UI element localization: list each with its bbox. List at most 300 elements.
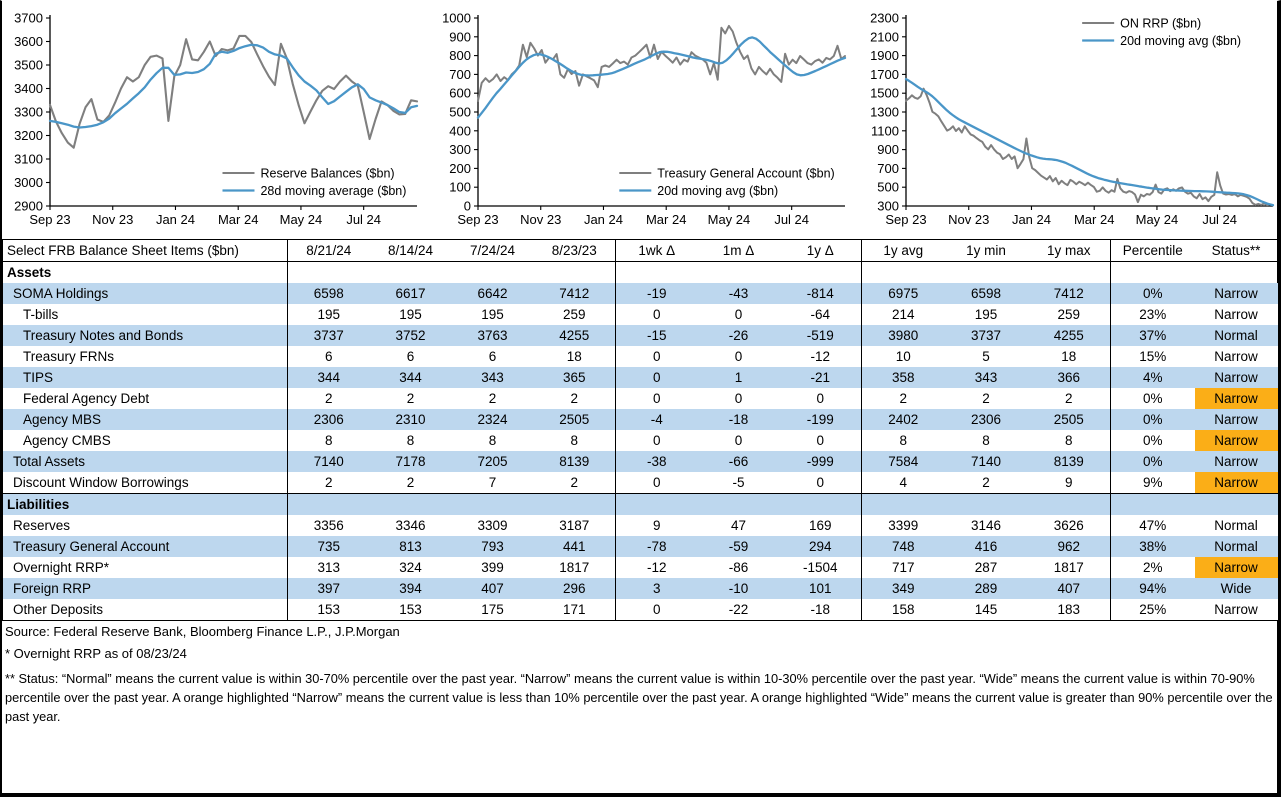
value-cell: 1 xyxy=(698,367,780,388)
y-tick-label: 3200 xyxy=(14,128,43,143)
value-cell: -199 xyxy=(780,409,862,430)
value-cell: 3752 xyxy=(370,325,452,346)
table-row xyxy=(3,472,1278,494)
value-cell: 441 xyxy=(534,536,616,557)
table-row xyxy=(3,283,1278,304)
value-cell: 407 xyxy=(452,578,534,599)
row-label: Agency CMBS xyxy=(23,433,111,448)
row-label: Reserves xyxy=(13,518,71,533)
x-tick-label: Sep 23 xyxy=(29,212,71,227)
value-cell: 748 xyxy=(862,536,945,557)
percentile-cell: 47% xyxy=(1111,515,1195,536)
value-cell xyxy=(1028,262,1111,284)
value-cell: 7178 xyxy=(370,451,452,472)
value-cell xyxy=(370,262,452,284)
value-cell: 3309 xyxy=(477,518,508,533)
value-cell: -12 xyxy=(616,557,698,578)
value-cell: 344 xyxy=(288,367,370,388)
value-cell: 0 xyxy=(734,433,743,448)
status-cell: Normal xyxy=(1195,536,1278,557)
value-cell: 2310 xyxy=(370,409,452,430)
y-tick-label: 1500 xyxy=(870,85,899,101)
table-row xyxy=(3,515,1278,536)
value-cell: 6 xyxy=(488,349,497,364)
value-cell: 358 xyxy=(862,367,945,388)
source-note: Source: Federal Reserve Bank, Bloomberg Finance L.P., J.P.Morgan xyxy=(5,624,400,639)
value-cell: 2 xyxy=(570,391,578,406)
value-cell: 2505 xyxy=(1028,409,1111,430)
value-cell: 153 xyxy=(288,599,370,621)
percentile-cell: 0% xyxy=(1111,451,1195,472)
value-cell: 0 xyxy=(616,388,698,409)
status-cell: Wide xyxy=(1195,578,1278,599)
y-tick-label: 1000 xyxy=(442,10,471,26)
value-cell: 4255 xyxy=(1028,325,1111,346)
value-cell: 3346 xyxy=(395,518,426,533)
value-cell: 3399 xyxy=(862,515,945,536)
y-tick-label: 3500 xyxy=(14,57,43,73)
x-tick-label: Mar 24 xyxy=(645,212,687,227)
value-cell: 6 xyxy=(406,349,415,364)
status-cell: Narrow xyxy=(1195,346,1278,367)
y-tick-label: 200 xyxy=(449,160,471,176)
value-cell: 169 xyxy=(808,518,832,533)
value-cell: 4255 xyxy=(534,325,616,346)
value-cell: 2 xyxy=(406,391,415,406)
value-cell: -66 xyxy=(698,451,780,472)
y-tick-label: 100 xyxy=(449,179,471,195)
value-cell: -19 xyxy=(616,283,698,304)
chart-reserve-balances-svg xyxy=(4,5,424,236)
value-cell: -64 xyxy=(810,307,830,322)
value-cell: 101 xyxy=(780,578,862,599)
value-cell: 717 xyxy=(862,557,945,578)
value-cell: 8 xyxy=(406,433,415,448)
value-cell: 3146 xyxy=(970,518,1002,533)
status-cell xyxy=(1195,262,1278,284)
y-tick-label: 400 xyxy=(449,123,471,139)
value-cell: 0 xyxy=(616,472,698,494)
value-cell: 0 xyxy=(734,349,743,364)
value-cell: 313 xyxy=(288,557,370,578)
value-cell xyxy=(698,494,780,516)
value-cell: 6 xyxy=(288,346,370,367)
value-cell: 18 xyxy=(566,349,582,364)
value-cell: 416 xyxy=(945,536,1028,557)
value-cell: -38 xyxy=(616,451,698,472)
value-cell: -4 xyxy=(616,409,698,430)
value-cell: 3356 xyxy=(288,515,370,536)
header-cell: 7/24/24 xyxy=(452,240,534,262)
header-cell: 1y min xyxy=(945,240,1028,262)
table-row xyxy=(3,599,1278,621)
y-tick-label: 3400 xyxy=(14,81,43,96)
x-tick-label: Jul 24 xyxy=(1202,212,1238,227)
legend-label: 20d moving avg ($bn) xyxy=(1120,34,1242,48)
value-cell: 195 xyxy=(288,304,370,325)
value-cell: 349 xyxy=(862,578,945,599)
value-cell xyxy=(288,494,370,516)
balance-sheet-table xyxy=(2,239,1278,621)
value-cell: 0 xyxy=(816,391,824,406)
x-tick-label: Nov 23 xyxy=(520,212,562,227)
value-cell: 7140 xyxy=(288,451,370,472)
x-tick-label: Nov 23 xyxy=(948,212,990,227)
header-cell: Select FRB Balance Sheet Items ($bn) xyxy=(3,240,288,262)
value-cell: -999 xyxy=(780,451,862,472)
value-cell xyxy=(452,262,534,284)
value-cell xyxy=(452,494,534,516)
value-cell: 6975 xyxy=(862,283,945,304)
header-cell: Status** xyxy=(1195,240,1278,262)
value-cell: 8 xyxy=(288,430,370,451)
status-cell: Narrow xyxy=(1195,367,1278,388)
value-cell: 1817 xyxy=(559,560,590,575)
table-row xyxy=(3,451,1278,472)
x-tick-label: Jul 24 xyxy=(346,212,382,227)
y-tick-label: 3600 xyxy=(14,34,43,49)
value-cell: 4 xyxy=(862,472,945,494)
value-cell: 2 xyxy=(570,475,578,490)
row-label: Discount Window Borrowings xyxy=(13,475,189,490)
value-cell: 289 xyxy=(945,578,1028,599)
value-cell xyxy=(616,494,698,516)
value-cell: 365 xyxy=(534,367,616,388)
status-cell: Narrow xyxy=(1195,430,1278,451)
percentile-cell: 2% xyxy=(1111,557,1195,578)
series-line-0 xyxy=(906,89,1273,206)
x-tick-label: May 24 xyxy=(1135,212,1179,227)
table-row xyxy=(3,557,1278,578)
header-cell: 1y avg xyxy=(862,240,945,262)
value-cell: 171 xyxy=(562,602,586,617)
percentile-cell: 0% xyxy=(1111,409,1195,430)
y-tick-label: 900 xyxy=(877,142,899,158)
value-cell: 18 xyxy=(1061,349,1077,364)
row-label: Federal Agency Debt xyxy=(23,391,150,406)
value-cell: 2 xyxy=(862,388,945,409)
value-cell: -814 xyxy=(780,283,862,304)
table-row xyxy=(3,325,1278,346)
y-tick-label: 0 xyxy=(463,198,471,214)
y-tick-label: 3700 xyxy=(14,10,43,26)
row-label: Overnight RRP* xyxy=(13,560,110,575)
value-cell: 0 xyxy=(816,433,824,448)
chart-reserve-balances xyxy=(4,5,424,236)
value-cell: -18 xyxy=(810,602,830,617)
header-cell: 8/23/23 xyxy=(534,240,616,262)
value-cell: 259 xyxy=(562,307,586,322)
status-cell: Normal xyxy=(1195,515,1278,536)
status-cell: Normal xyxy=(1195,325,1278,346)
value-cell: 195 xyxy=(399,307,422,322)
legend-label: Reserve Balances ($bn) xyxy=(260,166,395,181)
chart-treasury-general-account xyxy=(432,5,852,236)
value-cell: 2306 xyxy=(945,409,1028,430)
value-cell: 6617 xyxy=(370,283,452,304)
x-tick-label: Sep 23 xyxy=(885,212,927,227)
section-row xyxy=(3,494,1278,516)
value-cell: 344 xyxy=(370,367,452,388)
percentile-cell: 9% xyxy=(1111,472,1195,494)
value-cell: 195 xyxy=(481,307,504,322)
row-label: Agency MBS xyxy=(3,409,288,430)
percentile-cell: 4% xyxy=(1111,367,1195,388)
value-cell: 343 xyxy=(945,367,1028,388)
value-cell: 0 xyxy=(734,391,743,406)
value-cell: 2402 xyxy=(862,409,945,430)
value-cell: 7412 xyxy=(534,283,616,304)
value-cell: 0 xyxy=(616,367,698,388)
value-cell: 2324 xyxy=(452,409,534,430)
percentile-cell: 0% xyxy=(1111,430,1195,451)
value-cell xyxy=(780,494,862,516)
value-cell: 296 xyxy=(534,578,616,599)
value-cell: 6642 xyxy=(452,283,534,304)
status-cell: Narrow xyxy=(1195,388,1278,409)
value-cell: 397 xyxy=(288,578,370,599)
value-cell: -26 xyxy=(698,325,780,346)
y-tick-label: 1900 xyxy=(870,48,899,64)
value-cell: 1817 xyxy=(1053,560,1084,575)
x-tick-label: Sep 23 xyxy=(457,212,499,227)
y-tick-label: 700 xyxy=(877,160,899,176)
value-cell: 3187 xyxy=(559,518,590,533)
value-cell xyxy=(288,262,370,284)
value-cell xyxy=(945,262,1028,284)
value-cell: 3737 xyxy=(288,325,370,346)
charts-row xyxy=(2,1,1277,236)
value-cell: 343 xyxy=(452,367,534,388)
value-cell: 962 xyxy=(1028,536,1111,557)
value-cell: 0 xyxy=(616,599,698,621)
legend-label: 20d moving avg ($bn) xyxy=(657,184,779,198)
value-cell: -78 xyxy=(616,536,698,557)
table-row xyxy=(3,388,1278,409)
value-cell: 8 xyxy=(982,433,990,448)
value-cell: 195 xyxy=(974,307,998,322)
value-cell: 7412 xyxy=(1028,283,1111,304)
value-cell xyxy=(1028,494,1111,516)
y-tick-label: 500 xyxy=(449,104,471,120)
percentile-cell: 94% xyxy=(1111,578,1195,599)
y-tick-label: 800 xyxy=(449,48,471,64)
chart-on-rrp-svg xyxy=(860,5,1280,236)
value-cell: 47 xyxy=(730,518,747,533)
value-cell: 0 xyxy=(616,430,698,451)
value-cell: 2 xyxy=(982,475,990,490)
y-tick-label: 3100 xyxy=(14,151,43,167)
value-cell: 0 xyxy=(816,475,824,490)
footnotes xyxy=(2,621,1277,727)
y-tick-label: 1100 xyxy=(871,123,899,139)
value-cell: 3626 xyxy=(1053,518,1084,533)
y-tick-label: 500 xyxy=(877,179,899,195)
value-cell: 394 xyxy=(370,578,452,599)
value-cell: -22 xyxy=(728,602,749,617)
y-tick-label: 600 xyxy=(449,85,471,101)
value-cell: -5 xyxy=(732,475,745,490)
value-cell xyxy=(534,262,616,284)
legend-label: 28d moving average ($bn) xyxy=(260,184,407,198)
row-label: Other Deposits xyxy=(13,602,104,617)
x-tick-label: Nov 23 xyxy=(92,212,134,227)
value-cell: 9 xyxy=(616,515,698,536)
percentile-cell: 0% xyxy=(1111,283,1195,304)
value-cell: 813 xyxy=(370,536,452,557)
value-cell xyxy=(780,262,862,284)
series-line-1 xyxy=(906,79,1273,205)
series-line-1 xyxy=(50,45,417,128)
table-head xyxy=(3,240,1278,262)
value-cell: 8139 xyxy=(1028,451,1111,472)
value-cell: 3 xyxy=(616,578,698,599)
x-tick-label: May 24 xyxy=(279,212,323,227)
y-tick-label: 300 xyxy=(449,142,471,158)
series-line-0 xyxy=(50,36,417,148)
table-row xyxy=(3,409,1278,430)
row-label: Treasury Notes and Bonds xyxy=(3,325,288,346)
value-cell: 2 xyxy=(406,475,415,490)
value-cell: 183 xyxy=(1057,602,1081,617)
value-cell: 7205 xyxy=(452,451,534,472)
header-cell: 8/14/24 xyxy=(370,240,452,262)
table-row xyxy=(3,346,1278,367)
value-cell xyxy=(534,494,616,516)
value-cell: 8 xyxy=(862,430,945,451)
value-cell: 214 xyxy=(862,304,945,325)
value-cell: 793 xyxy=(452,536,534,557)
value-cell: 399 xyxy=(481,560,504,575)
value-cell: 324 xyxy=(399,560,422,575)
row-label: TIPS xyxy=(3,367,288,388)
value-cell: 145 xyxy=(974,602,998,617)
value-cell: 158 xyxy=(862,599,945,621)
y-tick-label: 3300 xyxy=(14,104,43,120)
y-tick-label: 300 xyxy=(877,198,899,214)
value-cell: 294 xyxy=(780,536,862,557)
value-cell: -21 xyxy=(780,367,862,388)
series-line-0 xyxy=(478,26,845,101)
value-cell: 2 xyxy=(488,391,497,406)
value-cell: 0 xyxy=(734,307,743,322)
value-cell: 8 xyxy=(570,433,578,448)
value-cell xyxy=(945,494,1028,516)
value-cell: 8139 xyxy=(534,451,616,472)
value-cell: 10 xyxy=(862,346,945,367)
row-label: Total Assets xyxy=(3,451,288,472)
chart-on-rrp xyxy=(860,5,1280,236)
row-label: Treasury FRNs xyxy=(23,349,115,364)
value-cell: -15 xyxy=(616,325,698,346)
value-cell xyxy=(862,494,945,516)
value-cell: -18 xyxy=(698,409,780,430)
x-tick-label: May 24 xyxy=(707,212,751,227)
row-label: Assets xyxy=(7,265,52,280)
value-cell: 5 xyxy=(982,349,990,364)
percentile-cell: 23% xyxy=(1111,304,1195,325)
x-tick-label: Jul 24 xyxy=(774,212,810,227)
status-cell: Narrow xyxy=(1195,283,1278,304)
value-cell: -43 xyxy=(698,283,780,304)
value-cell: 287 xyxy=(974,560,998,575)
value-cell xyxy=(370,494,452,516)
header-cell: 8/21/24 xyxy=(288,240,370,262)
value-cell: 8 xyxy=(1064,433,1073,448)
x-tick-label: Jan 24 xyxy=(1011,212,1051,227)
value-cell: -12 xyxy=(810,349,830,364)
value-cell: 735 xyxy=(288,536,370,557)
status-cell: Narrow xyxy=(1195,304,1278,325)
value-cell: 2 xyxy=(288,388,370,409)
status-cell: Narrow xyxy=(1195,451,1278,472)
value-cell: 9 xyxy=(1064,475,1073,490)
status-cell xyxy=(1195,494,1278,516)
row-label: SOMA Holdings xyxy=(3,283,288,304)
y-tick-label: 2300 xyxy=(870,10,899,26)
overnight-rrp-note: * Overnight RRP as of 08/23/24 xyxy=(5,646,187,661)
row-label: Foreign RRP xyxy=(3,578,288,599)
y-tick-label: 900 xyxy=(449,29,471,45)
value-cell: 3980 xyxy=(862,325,945,346)
value-cell: 7584 xyxy=(862,451,945,472)
value-cell: 0 xyxy=(616,304,698,325)
status-definition-note: ** Status: “Normal” means the current value is within 30-70% percentile over the past year. “Narrow” means the current value is within 10-30% percentile over the past year. “Wide” means the current value is within 70-90% percentile over the past year. A orange highlighted “Narrow” means the current value is less than 10% percentile over the past year. A orange highlighted “Wide” means the current value is greater than 90% percentile over the past year. xyxy=(5,671,1273,725)
value-cell: 2 xyxy=(288,472,370,494)
status-cell: Narrow xyxy=(1195,472,1278,494)
legend-label: ON RRP ($bn) xyxy=(1120,16,1202,31)
section-row xyxy=(3,262,1278,284)
percentile-cell: 15% xyxy=(1111,346,1195,367)
value-cell: 407 xyxy=(1028,578,1111,599)
value-cell: 3763 xyxy=(452,325,534,346)
table-row xyxy=(3,536,1278,557)
value-cell: 3737 xyxy=(945,325,1028,346)
table-row xyxy=(3,304,1278,325)
x-tick-label: Mar 24 xyxy=(1073,212,1115,227)
legend-label: Treasury General Account ($bn) xyxy=(657,166,835,181)
value-cell: -1504 xyxy=(802,560,838,575)
header-cell: 1m Δ xyxy=(698,240,780,262)
y-tick-label: 2900 xyxy=(14,198,43,214)
percentile-cell: 25% xyxy=(1111,599,1195,621)
percentile-cell xyxy=(1111,262,1195,284)
value-cell xyxy=(698,262,780,284)
header-row xyxy=(3,240,1278,262)
percentile-cell xyxy=(1111,494,1195,516)
y-tick-label: 1300 xyxy=(870,104,899,120)
percentile-cell: 38% xyxy=(1111,536,1195,557)
value-cell: 2 xyxy=(1064,391,1073,406)
value-cell: 2505 xyxy=(534,409,616,430)
table-row xyxy=(3,578,1278,599)
table-row xyxy=(3,430,1278,451)
y-tick-label: 1700 xyxy=(870,66,899,82)
value-cell: 6598 xyxy=(288,283,370,304)
value-cell: 153 xyxy=(399,602,422,617)
y-tick-label: 2100 xyxy=(870,29,899,45)
value-cell: 6598 xyxy=(945,283,1028,304)
row-label: Liabilities xyxy=(3,494,288,516)
table-body xyxy=(3,262,1278,621)
series-line-1 xyxy=(478,37,845,117)
value-cell xyxy=(616,262,698,284)
x-tick-label: Mar 24 xyxy=(217,212,259,227)
row-label: Treasury General Account xyxy=(3,536,288,557)
header-cell: 1y max xyxy=(1028,240,1111,262)
row-label: T-bills xyxy=(23,307,59,322)
header-cell: 1wk Δ xyxy=(616,240,698,262)
